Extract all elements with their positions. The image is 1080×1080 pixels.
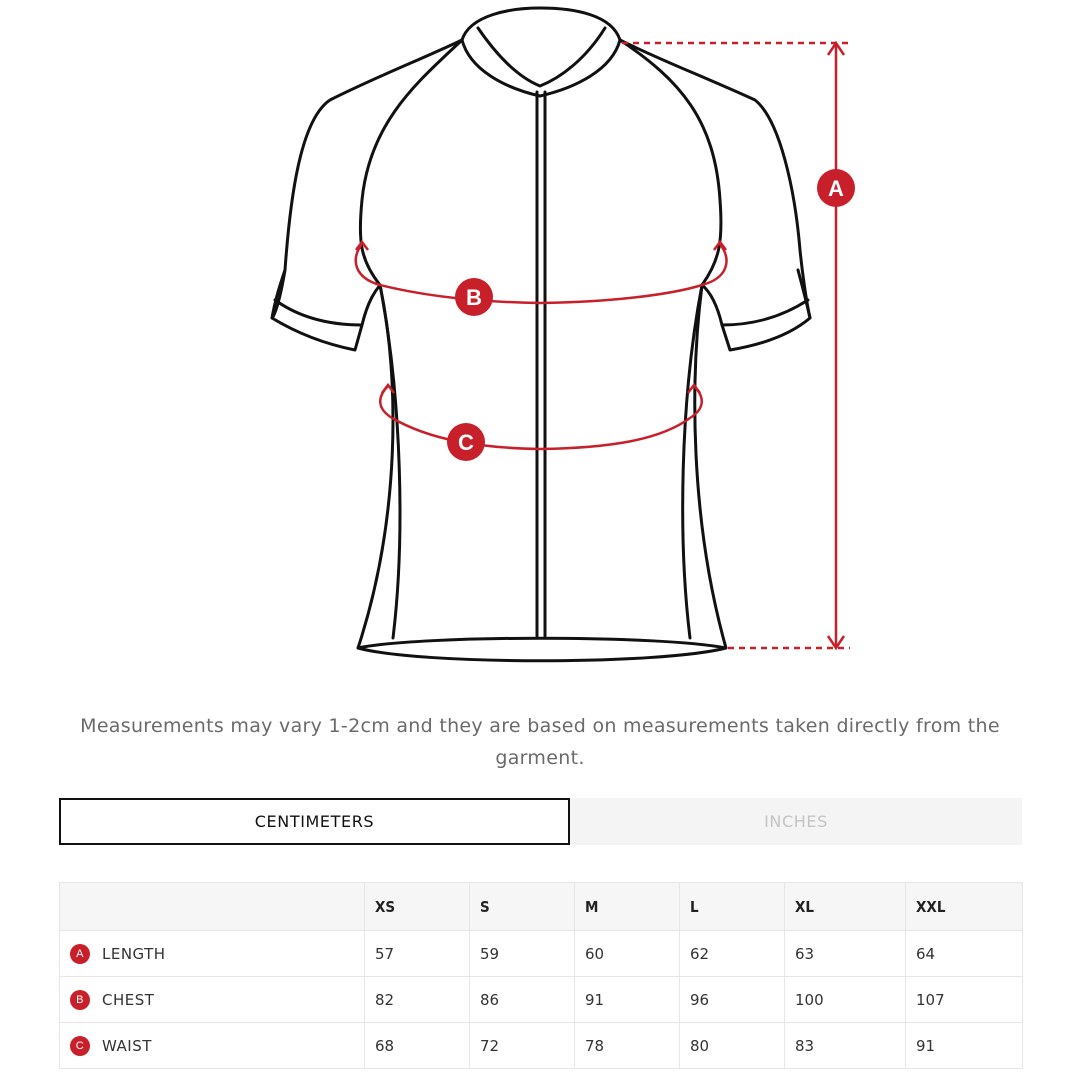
size-chart-table	[59, 882, 1023, 1069]
table-cell: 82	[365, 977, 470, 1023]
row-label-cell	[60, 977, 365, 1023]
header-cell	[60, 883, 365, 931]
row-label-cell	[60, 931, 365, 977]
tab-centimeters[interactable]: CENTIMETERS	[59, 798, 570, 845]
raglan-seam-right	[620, 40, 721, 285]
marker-b	[455, 278, 493, 316]
row-label: LENGTH	[102, 944, 166, 963]
collar	[462, 8, 620, 96]
table-header-row	[60, 883, 1023, 931]
table-cell: 96	[680, 977, 785, 1023]
svg-text:A: A	[828, 176, 844, 201]
table-row-chest	[60, 977, 1023, 1023]
chest-measure-line	[356, 242, 727, 303]
table-cell: 72	[470, 1023, 575, 1069]
marker-badge-b: B	[70, 990, 90, 1010]
jersey-outline	[272, 40, 810, 661]
waist-measure-line	[380, 385, 702, 449]
table-cell: 100	[785, 977, 906, 1023]
measurement-disclaimer: Measurements may vary 1-2cm and they are based on measurements taken directly from the garment.	[80, 715, 1000, 769]
table-cell: 91	[906, 1023, 1023, 1069]
row-label-cell	[60, 1023, 365, 1069]
marker-a	[817, 169, 855, 207]
tab-inches[interactable]: INCHES	[570, 798, 1022, 845]
table-cell: 83	[785, 1023, 906, 1069]
table-cell: 57	[365, 931, 470, 977]
header-cell-s: S	[470, 883, 575, 931]
length-measure-line	[622, 43, 850, 648]
marker-badge-a: A	[70, 944, 90, 964]
table-cell: 80	[680, 1023, 785, 1069]
raglan-seam-left	[360, 40, 462, 285]
table-cell: 64	[906, 931, 1023, 977]
table-cell: 78	[575, 1023, 680, 1069]
table-cell: 63	[785, 931, 906, 977]
header-cell-m: M	[575, 883, 680, 931]
row-label: WAIST	[102, 1036, 152, 1055]
table-cell: 62	[680, 931, 785, 977]
header-cell-xs: XS	[365, 883, 470, 931]
table-cell: 59	[470, 931, 575, 977]
svg-text:C: C	[458, 430, 474, 455]
table-cell: 86	[470, 977, 575, 1023]
table-cell: 107	[906, 977, 1023, 1023]
table-cell: 60	[575, 931, 680, 977]
row-label: CHEST	[102, 990, 155, 1009]
table-row-length	[60, 931, 1023, 977]
header-cell-l: L	[680, 883, 785, 931]
table-row-waist	[60, 1023, 1023, 1069]
table-cell: 91	[575, 977, 680, 1023]
header-cell-xxl: XXL	[906, 883, 1023, 931]
marker-c	[447, 423, 485, 461]
marker-badge-c: C	[70, 1036, 90, 1056]
header-cell-xl: XL	[785, 883, 906, 931]
unit-tabs	[59, 798, 1022, 845]
table-cell: 68	[365, 1023, 470, 1069]
svg-text:B: B	[466, 285, 482, 310]
